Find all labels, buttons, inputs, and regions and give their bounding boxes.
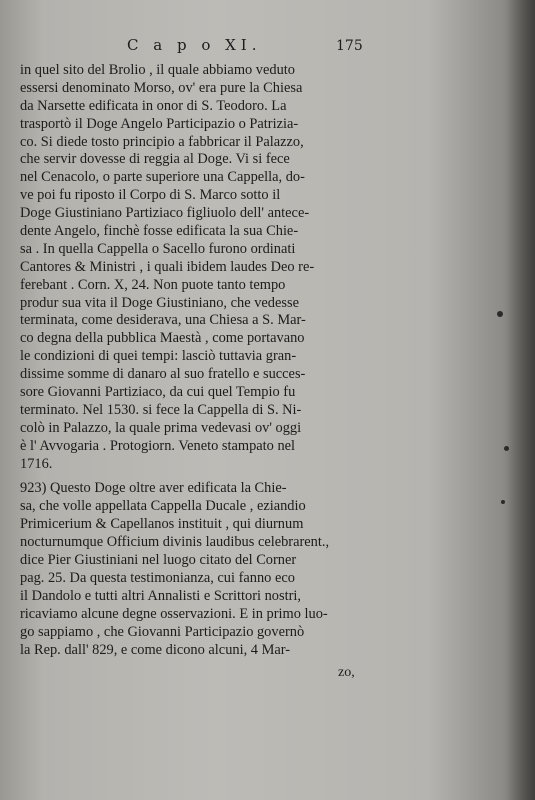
footnote-line: la Rep. dall' 829, e come dicono alcuni, 4 Mar- xyxy=(20,641,291,658)
footnote-line: sa, che volle appellata Cappella Ducale , eziandio xyxy=(20,498,306,515)
text-line: che servir dovesse di reggia al Doge. Vi si fece xyxy=(20,151,290,168)
text-line: co degna della pubblica Maestà , come portavano xyxy=(20,330,305,347)
footnote-line: dice Pier Giustiniani nel luogo citato del Corner xyxy=(20,552,297,569)
chapter-heading: C a p o XI. xyxy=(127,36,262,54)
ink-spot xyxy=(501,500,505,504)
text-line: essersi denominato Morso, ov' era pure la Chiesa xyxy=(20,79,303,96)
catchword: zo, xyxy=(338,665,355,680)
text-line: da Narsette edificata in onor di S. Teodoro. La xyxy=(20,97,287,114)
text-line: sa . In quella Cappella o Sacello furono ordinati xyxy=(20,240,296,257)
text-line: ve poi fu riposto il Corpo di S. Marco sotto il xyxy=(20,187,281,204)
text-line: produr sua vita il Doge Giustiniano, che vedesse xyxy=(20,294,299,311)
text-line: trasportò il Doge Angelo Participazio o Patrizia- xyxy=(20,115,299,132)
page-number: 175 xyxy=(336,38,363,54)
footnote-line: Primicerium & Capellanos instituit , qui diurnum xyxy=(20,516,304,533)
paragraph-gap xyxy=(20,473,396,480)
text-line: le condizioni di quei tempi: lasciò tuttavia gran- xyxy=(20,348,297,365)
footnote-line: 923) Questo Doge oltre aver edificata la Chie- xyxy=(20,480,287,497)
text-line: è l' Avvogaria . Protogiorn. Veneto stampato nel xyxy=(20,437,296,454)
text-line: terminato. Nel 1530. si fece la Cappella di S. Ni- xyxy=(20,401,302,418)
text-line: colò in Palazzo, la quale prima vedevasi ov' oggi xyxy=(20,419,302,436)
text-line: Doge Giustiniano Partiziaco figliuolo dell' antece- xyxy=(20,205,310,222)
ink-spot xyxy=(504,446,509,451)
footnote-line: il Dandolo e tutti altri Annalisti e Scrittori nostri, xyxy=(20,587,301,604)
text-line: co. Si diede tosto principio a fabbricar il Palazzo, xyxy=(20,133,304,150)
text-line: dente Angelo, finchè fosse edificata la sua Chie- xyxy=(20,223,299,240)
text-line: sore Giovanni Partiziaco, da cui quel Tempio fu xyxy=(20,384,296,401)
text-line: Cantores & Ministri , i quali ibidem laudes Deo re- xyxy=(20,258,315,275)
text-line: 1716. xyxy=(20,455,53,472)
text-line: terminata, come desiderava, una Chiesa a S. Mar- xyxy=(20,312,306,329)
text-line: dissime somme di danaro al suo fratello e succes- xyxy=(20,366,306,383)
footnote-line: ricaviamo alcune degne osservazioni. E in primo luo- xyxy=(20,605,328,622)
page-text xyxy=(20,62,396,659)
ink-spot xyxy=(497,311,503,317)
page-edge-shadow xyxy=(507,0,535,800)
text-line: in quel sito del Brolio , il quale abbiamo veduto xyxy=(20,62,295,78)
footnote-line: pag. 25. Da questa testimonianza, cui fanno eco xyxy=(20,569,295,586)
text-line: nel Cenacolo, o parte superiore una Cappella, do- xyxy=(20,169,305,186)
footnote-line: go sappiamo , che Giovanni Participazio governò xyxy=(20,623,305,640)
footnote-line: nocturnumque Officium divinis laudibus celebrarent., xyxy=(20,534,330,551)
text-line: ferebant . Corn. X, 24. Non puote tanto tempo xyxy=(20,276,286,293)
